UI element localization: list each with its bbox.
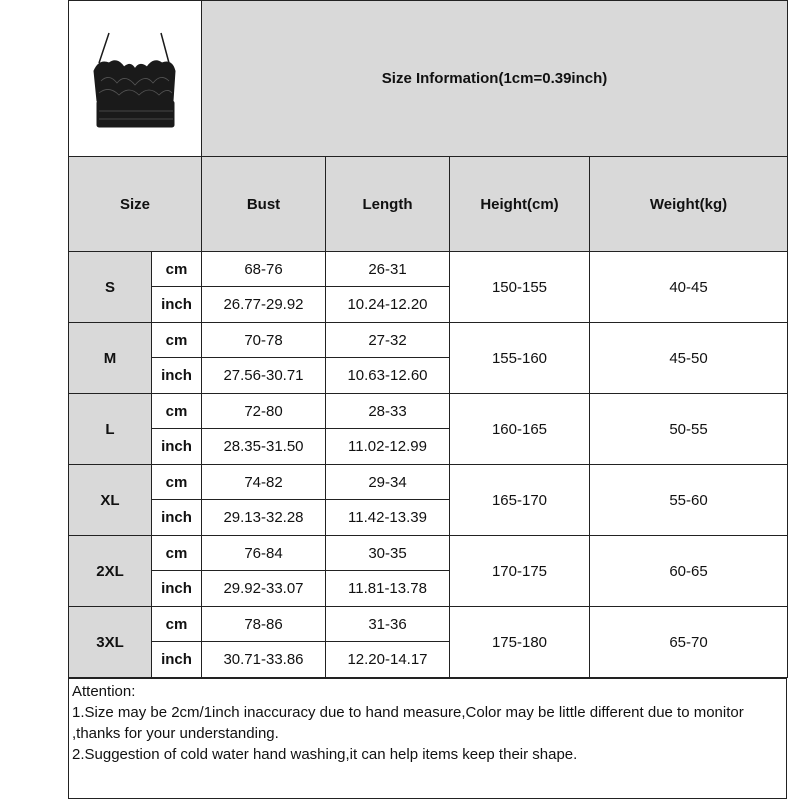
title-row [69,1,788,157]
unit-cm-label: cm [152,465,202,500]
size-row-cm [69,465,788,500]
size-label: L [69,394,152,465]
length-cm-value: 26-31 [326,252,450,287]
bust-cm-value: 76-84 [202,536,326,571]
chart-title: Size Information(1cm=0.39inch) [202,1,788,157]
unit-inch-label: inch [152,571,202,607]
length-cm-value: 27-32 [326,323,450,358]
lace-bralette-image [69,1,202,152]
size-label: 3XL [69,607,152,678]
bust-cm-value: 70-78 [202,323,326,358]
size-row-cm [69,607,788,642]
length-cm-value: 31-36 [326,607,450,642]
length-inch-value: 12.20-14.17 [326,642,450,678]
unit-inch-label: inch [152,642,202,678]
bust-cm-value: 78-86 [202,607,326,642]
weight-value: 60-65 [590,536,788,607]
unit-cm-label: cm [152,607,202,642]
attention-notes [68,678,787,799]
size-label: XL [69,465,152,536]
size-row-cm [69,323,788,358]
size-label: S [69,252,152,323]
bust-inch-value: 27.56-30.71 [202,358,326,394]
unit-cm-label: cm [152,323,202,358]
unit-cm-label: cm [152,252,202,287]
bust-inch-value: 30.71-33.86 [202,642,326,678]
bust-inch-value: 26.77-29.92 [202,287,326,323]
product-photo [69,1,202,157]
bust-cm-value: 72-80 [202,394,326,429]
unit-inch-label: inch [152,358,202,394]
length-inch-value: 10.24-12.20 [326,287,450,323]
bust-cm-value: 74-82 [202,465,326,500]
unit-inch-label: inch [152,500,202,536]
size-row-cm [69,536,788,571]
size-chart-sheet [68,0,787,800]
header-row [69,157,788,252]
height-value: 160-165 [450,394,590,465]
bust-inch-value: 29.92-33.07 [202,571,326,607]
unit-cm-label: cm [152,536,202,571]
length-cm-value: 30-35 [326,536,450,571]
size-header: Size [69,157,202,252]
length-inch-value: 11.42-13.39 [326,500,450,536]
length-header: Length [326,157,450,252]
height-value: 165-170 [450,465,590,536]
size-label: M [69,323,152,394]
note-2: 2.Suggestion of cold water hand washing,it can help items keep their shape. [72,746,578,763]
bust-cm-value: 68-76 [202,252,326,287]
length-inch-value: 11.81-13.78 [326,571,450,607]
weight-value: 55-60 [590,465,788,536]
height-value: 150-155 [450,252,590,323]
height-header: Height(cm) [450,157,590,252]
weight-value: 50-55 [590,394,788,465]
weight-header: Weight(kg) [590,157,788,252]
length-cm-value: 28-33 [326,394,450,429]
length-cm-value: 29-34 [326,465,450,500]
height-value: 155-160 [450,323,590,394]
weight-value: 65-70 [590,607,788,678]
unit-inch-label: inch [152,287,202,323]
weight-value: 45-50 [590,323,788,394]
length-inch-value: 11.02-12.99 [326,429,450,465]
bust-header: Bust [202,157,326,252]
notes-heading: Attention: [72,683,136,700]
note-1: 1.Size may be 2cm/1inch inaccuracy due to hand measure,Color may be little different due to monitor ,thanks for your understanding. [72,704,744,742]
bust-inch-value: 29.13-32.28 [202,500,326,536]
unit-inch-label: inch [152,429,202,465]
size-row-cm [69,394,788,429]
weight-value: 40-45 [590,252,788,323]
bust-inch-value: 28.35-31.50 [202,429,326,465]
height-value: 175-180 [450,607,590,678]
size-chart-table [68,0,788,678]
height-value: 170-175 [450,536,590,607]
size-label: 2XL [69,536,152,607]
length-inch-value: 10.63-12.60 [326,358,450,394]
size-row-cm [69,252,788,287]
unit-cm-label: cm [152,394,202,429]
